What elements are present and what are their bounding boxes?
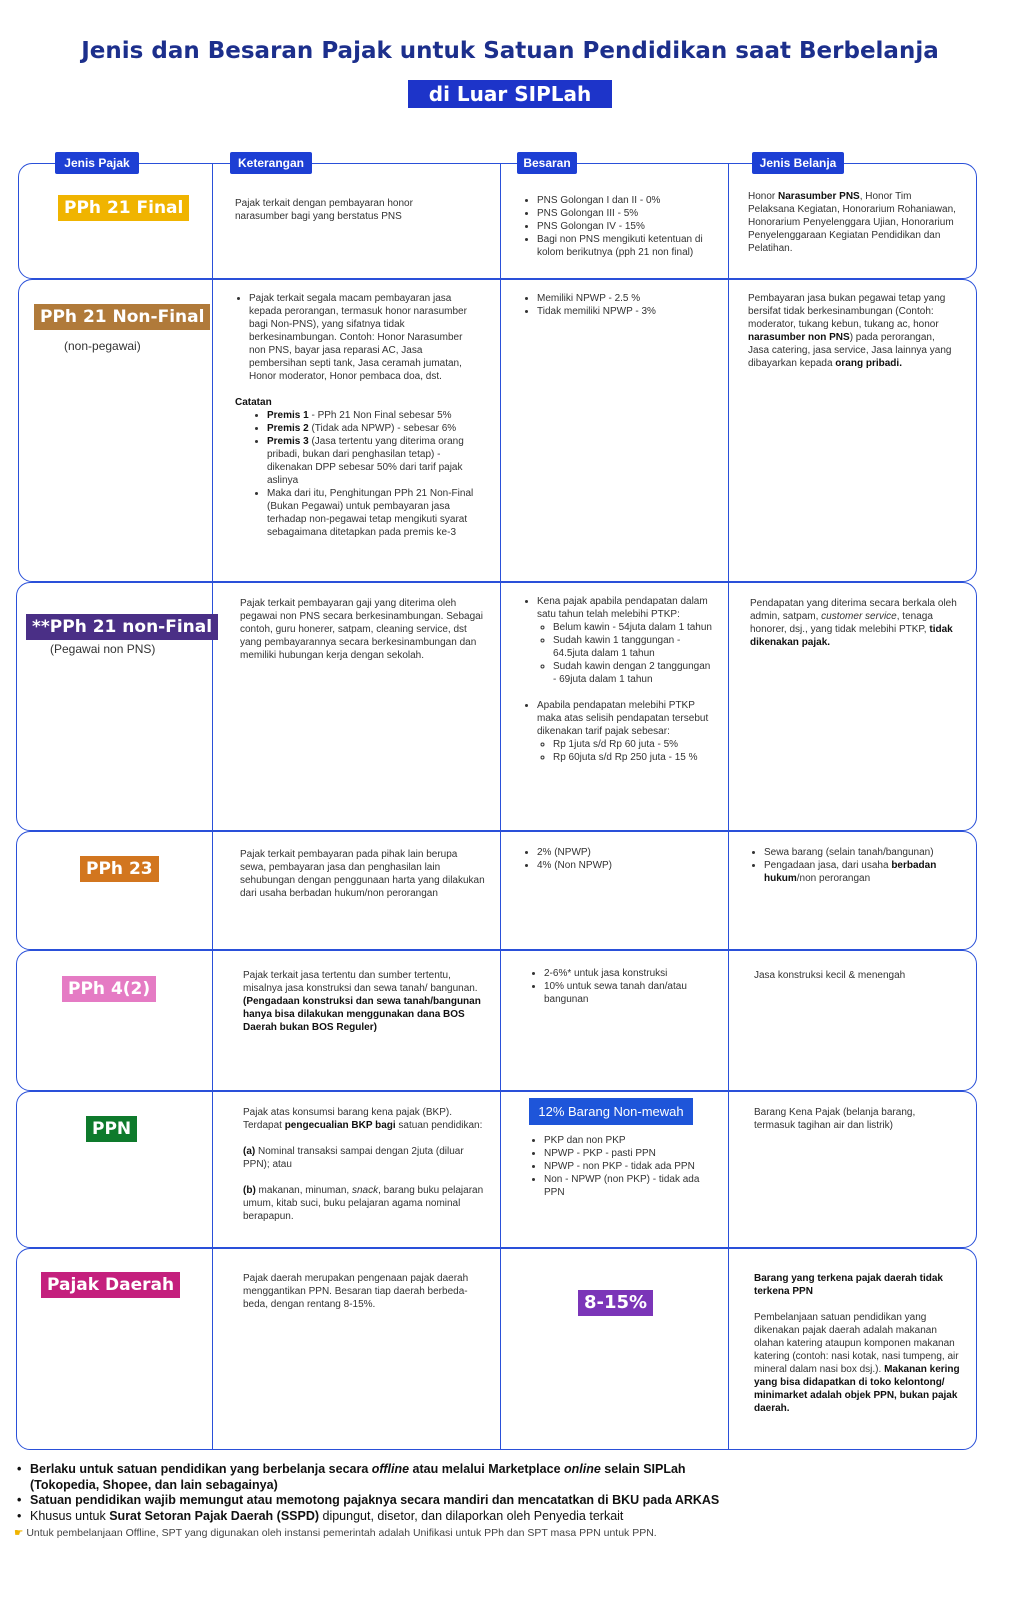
footer-bullet-2: • Satuan pendidikan wajib memungut atau memotong pajaknya secara mandiri dan mencatatkan di BKU pada ARKAS	[17, 1493, 720, 1507]
belanja-pajak-daerah: Barang yang terkena pajak daerah tidak terkena PPN Pembelanjaan satuan pendidikan yang dikenakan pajak daerah adalah makanan olahan katering ataupun komponen makanan katering (contoh: nasi kotak, nasi tumpeng, air mineral dalam nasi box dsj.). Makanan kering yang bisa didapatkan di toko kelontong/ minimarket adalah objek PPN, bukan pajak daerah.	[754, 1273, 960, 1414]
ket-pph21-final: Pajak terkait dengan pembayaran honor narasumber bagi yang berstatus PNS	[235, 198, 413, 222]
ket-pph42: Pajak terkait jasa tertentu dan sumber tertentu, misalnya jasa konstruksi dan sewa tanah/ bangunan. (Pengadaan konstruksi dan sewa tanah/bangunan hanya bisa dilakukan menggunakan dana BOS Daerah bukan BOS Reguler)	[243, 970, 481, 1033]
ket-ppn: Pajak atas konsumsi barang kena pajak (BKP). Terdapat pengecualian BKP bagi satuan pendidikan: (a) Nominal transaksi sampai dengan 2juta (diluar PPN); atau (b) makanan, minuman, snack, barang buku pelajaran umum, kitab suci, buku pelajaran agama nominal berapapun.	[243, 1107, 484, 1222]
besaran-pph42: • 2-6%* untuk jasa konstruksi • 10% untuk sewa tanah dan/atau bangunan	[530, 967, 720, 1006]
row-pph21-pegawai	[16, 582, 977, 831]
row-pph21-final	[18, 163, 977, 279]
sub-pph21-pegawai: (Pegawai non PNS)	[50, 642, 156, 656]
belanja-pph42: Jasa konstruksi kecil & menengah	[754, 970, 906, 981]
ket-pph21-nonfinal: • Pajak terkait segala macam pembayaran jasa kepada perorangan, termasuk honor narasumber bagi Non-PNS), yang sifatnya tidak berkesinambungan. Contoh: Honor Narasumber non PNS, bayar jasa reparasi AC, Jasa pembersihan septi tank, Jasa ceramah jumatan, Honor moderator, Honor pembaca doa, dst. Catatan • Premis 1 - PPh 21 Non Final sebesar 5% • Premis 2 (Tidak ada NPWP) - sebesar 6% • Premis 3 (Jasa tertentu yang diterima orang pribadi, bukan dari penghasilan tetap) - dikenakan DPP sebesar 50% dari tarif pajak aslinya • Maka dari itu, Penghitungan PPh 21 Non-Final (Bukan Pegawai) untuk pembayaran jasa terhadap non-pegawai tetap mengikuti syarat sebagaimana ditetapkan pada premis ke-3	[235, 292, 480, 539]
page-title: Jenis dan Besaran Pajak untuk Satuan Pendidikan saat Berbelanja	[81, 38, 939, 64]
belanja-pph21-nonfinal: Pembayaran jasa bukan pegawai tetap yang bersifat tidak berkesinambungan (Contoh: moderator, tukang kebun, tukang ac, honor narasumber non PNS) pada perorangan, Jasa catering, jasa service, Jasa lainnya yang dibayarkan kepada orang pribadi.	[748, 293, 952, 369]
besaran-pph23: • 2% (NPWP) • 4% (Non NPWP)	[523, 846, 713, 872]
footer-bullet-3: • Khusus untuk Surat Setoran Pajak Daerah (SSPD) dipungut, disetor, dan dilaporkan oleh Penyedia terkait	[17, 1509, 624, 1523]
row-ppn	[16, 1091, 977, 1248]
besaran-pph21-nonfinal: • Memiliki NPWP - 2.5 % • Tidak memiliki NPWP - 3%	[523, 292, 713, 318]
badge-pph23: PPh 23	[80, 856, 159, 882]
footer-bullet-1: • Berlaku untuk satuan pendidikan yang berbelanja secara offline atau melalui Marketplace online selain SIPLah (Tokopedia, Shopee, dan lain sebagainya)	[17, 1462, 686, 1493]
ket-pajak-daerah: Pajak daerah merupakan pengenaan pajak daerah menggantikan PPN. Besaran tiap daerah berbeda-beda, dengan rentang 8-15%.	[243, 1273, 469, 1310]
badge-pph21-nonfinal: PPh 21 Non-Final	[34, 304, 210, 330]
row-pph23	[16, 831, 977, 950]
header-keterangan: Keterangan	[230, 152, 312, 174]
badge-pajak-daerah: Pajak Daerah	[41, 1272, 180, 1298]
besaran-pph21-pegawai: • Kena pajak apabila pendapatan dalam satu tahun telah melebihi PTKP: ◦ Belum kawin - 54juta dalam 1 tahun ◦ Sudah kawin 1 tanggungan - 64.5juta dalam 1 tahun ◦ Sudah kawin dengan 2 tanggungan - 69juta dalam 1 tahun • Apabila pendapatan melebihi PTKP maka atas selisih pendapatan tersebut dikenakan tarif pajak sebesar: ◦ Rp 1juta s/d Rp 60 juta - 5% ◦ Rp 60juta s/d Rp 250 juta - 15 %	[523, 595, 713, 764]
row-pajak-daerah	[16, 1248, 977, 1450]
badge-pph42: PPh 4(2)	[62, 976, 156, 1002]
badge-ppn: PPN	[86, 1116, 137, 1142]
badge-pph21-final: PPh 21 Final	[58, 195, 189, 221]
pointing-hand-icon: ☛	[14, 1527, 24, 1539]
header-jenis-belanja: Jenis Belanja	[752, 152, 844, 174]
footer-note: ☛ Untuk pembelanjaan Offline, SPT yang digunakan oleh instansi pemerintah adalah Unifikasi untuk PPh dan SPT masa PPN untuk PPN.	[14, 1527, 657, 1539]
ket-pph21-pegawai: Pajak terkait pembayaran gaji yang diterima oleh pegawai non PNS secara berkesinambungan. Sebagai contoh, guru honerer, satpam, cleaning service, dst yang pembayarannya secara berkesinambungan dan memiliki hubungan kerja dengan sekolah.	[240, 598, 483, 661]
pajak-daerah-rate-badge: 8-15%	[578, 1290, 653, 1316]
row-pph21-nonfinal	[18, 279, 977, 582]
page-subtitle: di Luar SIPLah	[408, 80, 612, 108]
besaran-pph21-final: • PNS Golongan I dan II - 0% • PNS Golongan III - 5% • PNS Golongan IV - 15% • Bagi non PNS mengikuti ketentuan di kolom berikutnya (pph 21 non final)	[523, 194, 713, 259]
belanja-pph23: • Sewa barang (selain tanah/bangunan) • Pengadaan jasa, dari usaha berbadan hukum/non perorangan	[750, 846, 960, 885]
belanja-ppn: Barang Kena Pajak (belanja barang, termasuk tagihan air dan listrik)	[754, 1107, 916, 1131]
header-besaran: Besaran	[517, 152, 577, 174]
row-pph42	[16, 950, 977, 1091]
besaran-ppn: • PKP dan non PKP • NPWP - PKP - pasti PPN • NPWP - non PKP - tidak ada PPN • Non - NPWP (non PKP) - tidak ada PPN	[530, 1134, 720, 1199]
ket-pph23: Pajak terkait pembayaran pada pihak lain berupa sewa, pembayaran jasa dan penghasilan lain sehubungan dengan penggunaan harta yang dilakukan dari usaha berbadan hukum/non perorangan	[240, 849, 485, 899]
ppn-rate-badge: 12% Barang Non-mewah	[529, 1098, 693, 1125]
header-jenis-pajak: Jenis Pajak	[55, 152, 139, 174]
sub-pph21-nonfinal: (non-pegawai)	[64, 339, 141, 353]
badge-pph21-pegawai: **PPh 21 non-Final	[26, 614, 218, 640]
belanja-pph21-pegawai: Pendapatan yang diterima secara berkala oleh admin, satpam, customer service, tenaga honorer, dsj., yang tidak melebihi PTKP, tidak dikenakan pajak.	[750, 598, 957, 648]
belanja-pph21-final: Honor Narasumber PNS, Honor Tim Pelaksana Kegiatan, Honorarium Rohaniawan, Honorarium Penyelenggara Ujian, Honorarium Penyelenggaraan Kegiatan Pendidikan dan Pelatihan.	[748, 191, 956, 254]
